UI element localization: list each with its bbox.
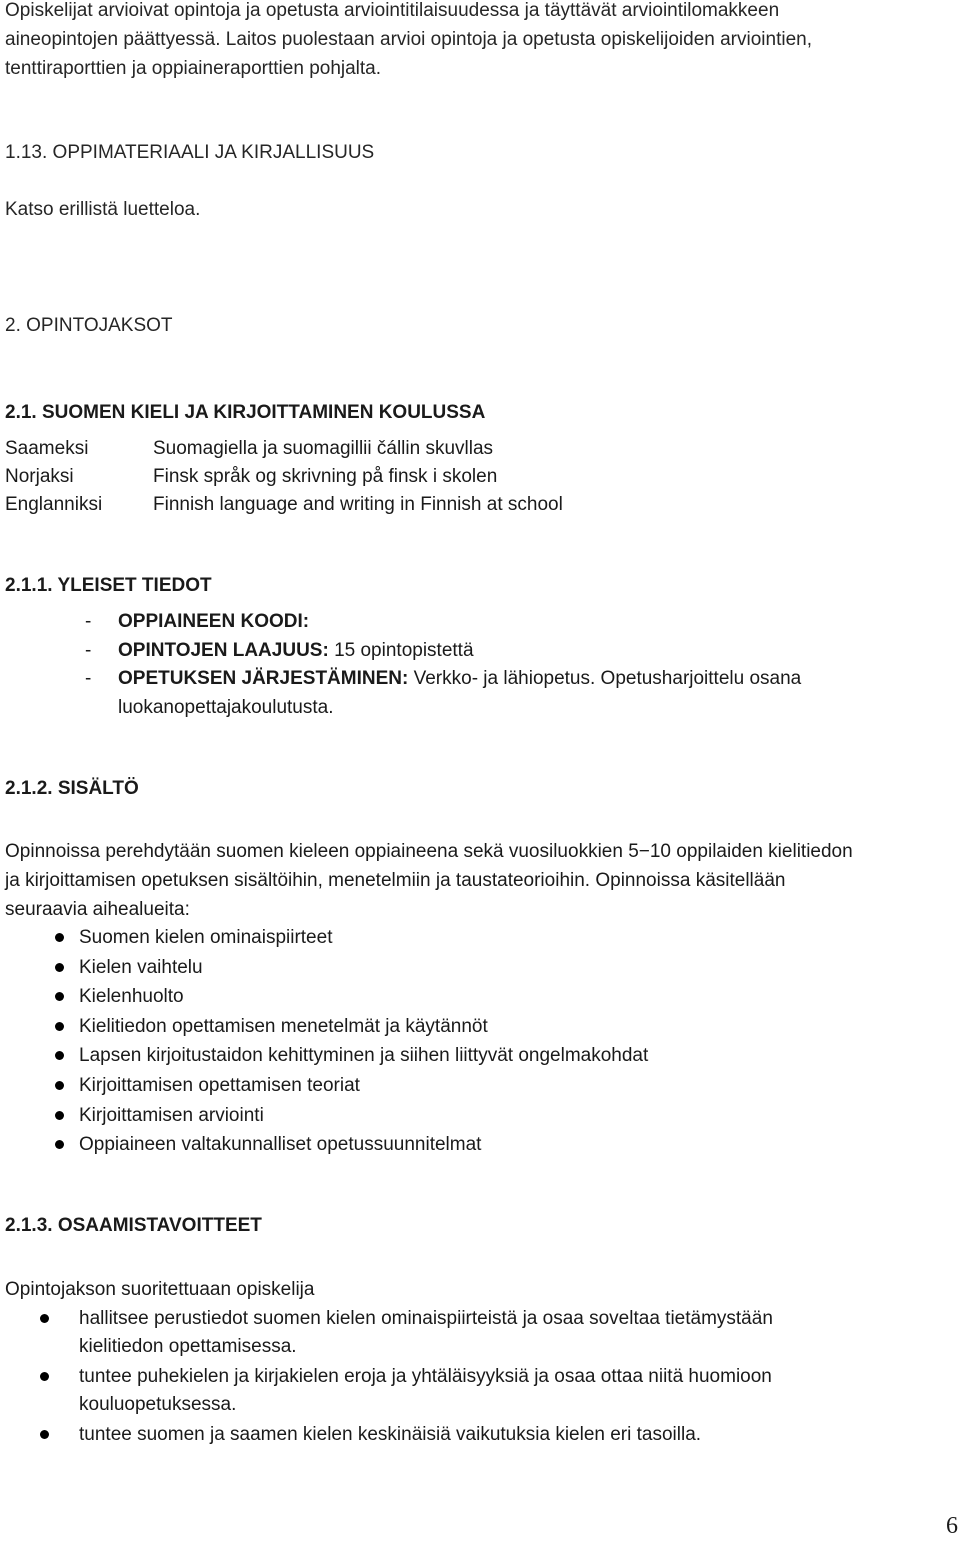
bullet-icon [55, 1022, 64, 1031]
page-number: 6 [946, 1513, 958, 1539]
info-dash: - [85, 668, 92, 689]
bullet-icon [55, 963, 64, 972]
section-2-1-2-heading: 2.1.2. SISÄLTÖ [5, 778, 139, 799]
content-bullet-item: Suomen kielen ominaispiirteet [79, 927, 333, 948]
content-bullet-item: Kielenhuolto [79, 986, 184, 1008]
bullet-icon [55, 933, 64, 942]
section-2-1-3-heading: 2.1.3. OSAAMISTAVOITTEET [5, 1215, 262, 1236]
info-value: Verkko- ja lähiopetus. Opetusharjoittelu osana luokanopettajakoulutusta. [118, 668, 802, 718]
language-label-sami: Saameksi [5, 438, 89, 459]
language-label-norwegian: Norjaksi [5, 466, 74, 487]
outcome-bullet-line-1: tuntee suomen ja saamen kielen keskinäisiä vaikutuksia kielen eri tasoilla. [79, 1424, 702, 1445]
info-label: OPINTOJEN LAAJUUS: [118, 640, 329, 661]
content-para-line-2: ja kirjoittamisen opetuksen sisältöihin, menetelmiin ja taustateorioihin. Opinnoissa käsitellään [5, 870, 786, 891]
content-bullet-item: Kirjoittamisen arviointi [79, 1104, 264, 1126]
bullet-icon [55, 992, 64, 1001]
info-label: OPETUKSEN JÄRJESTÄMINEN: [118, 668, 409, 689]
content-bullet-item: Oppiaineen valtakunnalliset opetussuunnitelmat [79, 1134, 482, 1156]
bullet-icon [55, 1081, 64, 1090]
info-dash: - [85, 611, 92, 632]
info-item-course-code [118, 607, 878, 636]
bullet-icon [40, 1430, 49, 1439]
section-2-1-heading: 2.1. SUOMEN KIELI JA KIRJOITTAMINEN KOULUSSA [5, 402, 486, 423]
content-para-line-1: Opinnoissa perehdytään suomen kieleen oppiaineena sekä vuosiluokkien 5−10 oppilaiden kielitiedon [5, 841, 853, 862]
info-dash: - [85, 640, 92, 661]
outcome-bullet-line-2: kouluopetuksessa. [79, 1394, 237, 1415]
language-value-sami: Suomagiella ja suomagillii čállin skuvllas [153, 438, 494, 459]
info-label: OPPIAINEEN KOODI: [118, 611, 310, 632]
section-2-1-1-heading: 2.1.1. YLEISET TIEDOT [5, 575, 212, 596]
outcome-bullet-line-1: hallitsee perustiedot suomen kielen ominaispiirteistä ja osaa soveltaa tietämystään [79, 1308, 773, 1329]
intro-line-3: tenttiraporttien ja oppiaineraporttien pohjalta. [5, 58, 382, 79]
intro-line-1: Opiskelijat arvioivat opintoja ja opetusta arviointitilaisuudessa ja täyttävät arviointilomakkeen [5, 0, 780, 21]
language-value-english: Finnish language and writing in Finnish at school [153, 494, 563, 515]
bullet-icon [55, 1140, 64, 1149]
content-bullet-item: Kielen vaihtelu [79, 956, 203, 978]
info-item-arrangement [118, 664, 878, 722]
content-bullet-item: Lapsen kirjoitustaidon kehittyminen ja siihen liittyvät ongelmakohdat [79, 1045, 649, 1067]
content-bullet-item: Kielitiedon opettamisen menetelmät ja käytännöt [79, 1015, 488, 1037]
language-value-norwegian: Finsk språk og skrivning på finsk i skolen [153, 466, 498, 487]
outcomes-intro: Opintojakson suoritettuaan opiskelija [5, 1279, 315, 1300]
section-1-13-heading: 1.13. OPPIMATERIAALI JA KIRJALLISUUS [5, 142, 375, 163]
outcome-bullet-line-2: kielitiedon opettamisessa. [79, 1336, 297, 1357]
section-1-13-text: Katso erillistä luetteloa. [5, 199, 201, 220]
section-2-heading: 2. OPINTOJAKSOT [5, 315, 173, 336]
bullet-icon [55, 1111, 64, 1120]
bullet-icon [40, 1314, 49, 1323]
language-label-english: Englanniksi [5, 494, 103, 515]
info-item-scope [118, 636, 878, 665]
bullet-icon [55, 1051, 64, 1060]
content-bullet-item: Kirjoittamisen opettamisen teoriat [79, 1075, 360, 1096]
bullet-icon [40, 1372, 49, 1381]
content-para-line-3: seuraavia aihealueita: [5, 899, 190, 920]
intro-line-2: aineopintojen päättyessä. Laitos puolestaan arvioi opintoja ja opetusta opiskelijoiden arviointien, [5, 29, 812, 50]
outcome-bullet-line-1: tuntee puhekielen ja kirjakielen eroja ja yhtäläisyyksiä ja osaa ottaa niitä huomioon [79, 1366, 772, 1387]
info-value: 15 opintopistettä [328, 640, 474, 661]
